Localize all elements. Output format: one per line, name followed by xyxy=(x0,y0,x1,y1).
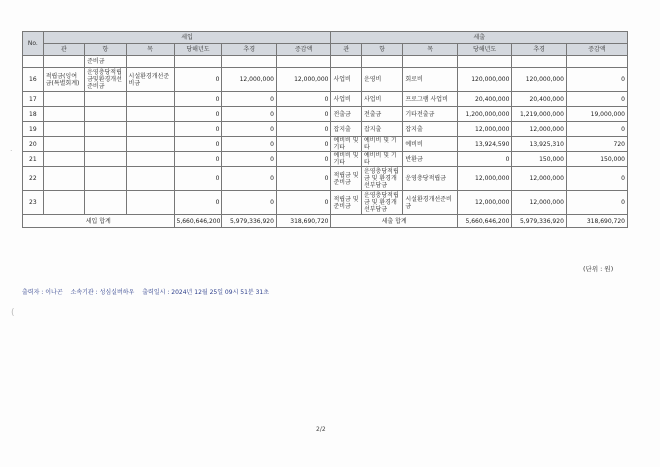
cell-exp-gwan: 사업비 xyxy=(331,92,362,107)
cell-rev-current: 0 xyxy=(174,122,222,137)
cell-exp-current: 0 xyxy=(457,152,512,167)
row-number: 16 xyxy=(23,68,44,92)
cell-rev-current: 0 xyxy=(174,167,222,191)
row-number: 19 xyxy=(23,122,44,137)
row-number: 17 xyxy=(23,92,44,107)
cell-rev-gwan xyxy=(43,137,84,152)
cell-exp-supplementary: 20,400,000 xyxy=(512,92,567,107)
table-row xyxy=(23,92,628,107)
table-row xyxy=(23,122,628,137)
col-exp-mok: 목 xyxy=(403,44,458,56)
cell-exp-supplementary: 12,000,000 xyxy=(512,167,567,191)
cell-rev-supplementary: 0 xyxy=(222,167,277,191)
cell-exp-hang: 전출금 xyxy=(361,107,402,122)
row-number: 18 xyxy=(23,107,44,122)
cell-exp-gwan: 예비비 및 기타 xyxy=(331,137,362,152)
cell-rev-current: 0 xyxy=(174,92,222,107)
budget-table xyxy=(22,31,628,228)
cell-exp-diff: 0 xyxy=(566,68,627,92)
col-exp-supplementary: 추경 xyxy=(512,44,567,56)
cell-rev-diff: 12,000,000 xyxy=(276,68,331,92)
cell-rev-gwan xyxy=(43,191,84,215)
expense-total-diff: 318,690,720 xyxy=(566,215,627,228)
cell-exp-current: 12,000,000 xyxy=(457,122,512,137)
cell-rev-current: 0 xyxy=(174,191,222,215)
cell-rev-mok xyxy=(126,92,174,107)
cell-rev-diff: 0 xyxy=(276,92,331,107)
cell-exp-hang: 예비비 및 기타 xyxy=(361,137,402,152)
row-number: 20 xyxy=(23,137,44,152)
cell-rev-diff: 0 xyxy=(276,122,331,137)
cell-exp-hang: 사업비 xyxy=(361,92,402,107)
cell-exp-supplementary: 150,000 xyxy=(512,152,567,167)
expense-header: 세출 xyxy=(331,32,628,44)
scan-mark: ( xyxy=(11,308,15,318)
revenue-header: 세입 xyxy=(43,32,331,44)
col-exp-gwan: 관 xyxy=(331,44,362,56)
cell-exp-current: 12,000,000 xyxy=(457,167,512,191)
table-row-continued xyxy=(23,56,628,68)
cell-exp-diff: 0 xyxy=(566,92,627,107)
expense-total-current: 5,660,646,200 xyxy=(457,215,512,228)
cell-exp-hang: 운영충당적립금 및 환경개선부담금 xyxy=(361,167,402,191)
cell-rev-supplementary: 0 xyxy=(222,137,277,152)
cell-exp-mok: 프로그램 사업비 xyxy=(403,92,458,107)
cell-exp-current: 120,000,000 xyxy=(457,68,512,92)
cell-rev-supplementary: 0 xyxy=(222,191,277,215)
cell-rev-mok xyxy=(126,191,174,215)
row-number: 21 xyxy=(23,152,44,167)
expense-total-supplementary: 5,979,336,920 xyxy=(512,215,567,228)
cell-rev-mok xyxy=(126,122,174,137)
cell-exp-supplementary: 12,000,000 xyxy=(512,191,567,215)
cell-exp-mok: 시설환경개선준비금 xyxy=(403,191,458,215)
cell-exp-mok: 운영충당적립금 xyxy=(403,167,458,191)
cell-rev-current: 0 xyxy=(174,137,222,152)
cell-exp-supplementary: 13,925,310 xyxy=(512,137,567,152)
cell-exp-mok: 반환금 xyxy=(403,152,458,167)
expense-total-label: 세출 합계 xyxy=(331,215,457,228)
cell-rev-gwan: 적립금(잉여금(특별회계) xyxy=(43,68,84,92)
cell-exp-gwan: 예비비 및 기타 xyxy=(331,152,362,167)
cell-exp-mok: 잡지출 xyxy=(403,122,458,137)
scan-mark: ˙ xyxy=(9,150,14,160)
cell-rev-hang: 준비금 xyxy=(85,56,126,68)
col-rev-current: 당해년도 xyxy=(174,44,222,56)
col-exp-current: 당해년도 xyxy=(457,44,512,56)
cell-exp-current: 13,924,590 xyxy=(457,137,512,152)
cell-exp-diff: 720 xyxy=(566,137,627,152)
col-rev-gwan: 관 xyxy=(43,44,84,56)
cell-exp-diff: 0 xyxy=(566,191,627,215)
cell-exp-current: 12,000,000 xyxy=(457,191,512,215)
cell-rev-gwan xyxy=(43,122,84,137)
revenue-total-label: 세입 합계 xyxy=(23,215,175,228)
cell-rev-hang xyxy=(85,167,126,191)
cell-rev-gwan xyxy=(43,152,84,167)
row-number: 22 xyxy=(23,167,44,191)
cell-exp-supplementary: 1,219,000,000 xyxy=(512,107,567,122)
cell-exp-hang: 운영비 xyxy=(361,68,402,92)
cell-rev-diff: 0 xyxy=(276,137,331,152)
totals-row xyxy=(23,215,628,228)
row-number: 23 xyxy=(23,191,44,215)
col-rev-mok: 목 xyxy=(126,44,174,56)
col-rev-supplementary: 추경 xyxy=(222,44,277,56)
cell-rev-hang xyxy=(85,107,126,122)
cell-rev-mok xyxy=(126,167,174,191)
cell-exp-hang: 예비비 및 기타 xyxy=(361,152,402,167)
cell-exp-gwan: 사업비 xyxy=(331,68,362,92)
cell-rev-mok xyxy=(126,137,174,152)
col-exp-diff: 증감액 xyxy=(566,44,627,56)
header-row-sub xyxy=(23,44,628,56)
table-row xyxy=(23,191,628,215)
cell-exp-hang: 잡지출 xyxy=(361,122,402,137)
cell-exp-supplementary: 120,000,000 xyxy=(512,68,567,92)
cell-rev-gwan xyxy=(43,107,84,122)
cell-exp-gwan: 잡지출 xyxy=(331,122,362,137)
cell-rev-current: 0 xyxy=(174,152,222,167)
cell-exp-current: 20,400,000 xyxy=(457,92,512,107)
table-row xyxy=(23,68,628,92)
cell-exp-diff: 19,000,000 xyxy=(566,107,627,122)
cell-rev-supplementary: 0 xyxy=(222,92,277,107)
col-rev-diff: 증감액 xyxy=(276,44,331,56)
col-no: No. xyxy=(23,32,44,56)
unit-label: (단위 : 원) xyxy=(583,265,614,273)
cell-exp-gwan: 적립금 및 준비금 xyxy=(331,191,362,215)
cell-exp-diff: 0 xyxy=(566,122,627,137)
printer-name: 출력자 : 이나곤 xyxy=(22,289,63,296)
cell-exp-supplementary: 12,000,000 xyxy=(512,122,567,137)
cell-exp-mok: 회로비 xyxy=(403,68,458,92)
cell-rev-diff: 0 xyxy=(276,107,331,122)
cell-rev-hang xyxy=(85,137,126,152)
cell-exp-current: 1,200,000,000 xyxy=(457,107,512,122)
cell-exp-diff: 0 xyxy=(566,167,627,191)
cell-exp-gwan: 적립금 및 준비금 xyxy=(331,167,362,191)
print-datetime: 출력일시 : 2024년 12월 25일 09시 51분 31초 xyxy=(142,289,270,296)
cell-rev-current: 0 xyxy=(174,107,222,122)
cell-rev-supplementary: 0 xyxy=(222,122,277,137)
cell-rev-hang xyxy=(85,92,126,107)
table-row xyxy=(23,152,628,167)
revenue-total-current: 5,660,646,200 xyxy=(174,215,222,228)
cell-rev-hang xyxy=(85,122,126,137)
cell-rev-hang: 운영충당적립금및환경개선준비금 xyxy=(85,68,126,92)
header-row-top xyxy=(23,32,628,44)
cell-rev-hang xyxy=(85,152,126,167)
cell-exp-mok: 기타전출금 xyxy=(403,107,458,122)
cell-rev-current: 0 xyxy=(174,68,222,92)
cell-rev-mok: 시설환경개선준비금 xyxy=(126,68,174,92)
table-row xyxy=(23,167,628,191)
revenue-total-supplementary: 5,979,336,920 xyxy=(222,215,277,228)
cell-rev-diff: 0 xyxy=(276,152,331,167)
cell-exp-diff: 150,000 xyxy=(566,152,627,167)
cell-exp-mok: 예비비 xyxy=(403,137,458,152)
organization: 소속기관 : 성심실버하우 xyxy=(70,289,135,296)
cell-exp-hang: 운영충당적립금 및 환경개선부담금 xyxy=(361,191,402,215)
cell-exp-gwan: 전출금 xyxy=(331,107,362,122)
cell-rev-diff: 0 xyxy=(276,167,331,191)
cell-rev-supplementary: 0 xyxy=(222,152,277,167)
col-rev-hang: 항 xyxy=(85,44,126,56)
cell-rev-supplementary: 0 xyxy=(222,107,277,122)
page-number: 2/2 xyxy=(316,426,326,433)
table-row xyxy=(23,107,628,122)
cell-rev-supplementary: 12,000,000 xyxy=(222,68,277,92)
cell-rev-mok xyxy=(126,152,174,167)
table-row xyxy=(23,137,628,152)
cell-rev-hang xyxy=(85,191,126,215)
print-footer xyxy=(22,287,275,296)
cell-rev-gwan xyxy=(43,167,84,191)
col-exp-hang: 항 xyxy=(361,44,402,56)
cell-rev-diff: 0 xyxy=(276,191,331,215)
revenue-total-diff: 318,690,720 xyxy=(276,215,331,228)
cell-rev-mok xyxy=(126,107,174,122)
cell-rev-gwan xyxy=(43,92,84,107)
